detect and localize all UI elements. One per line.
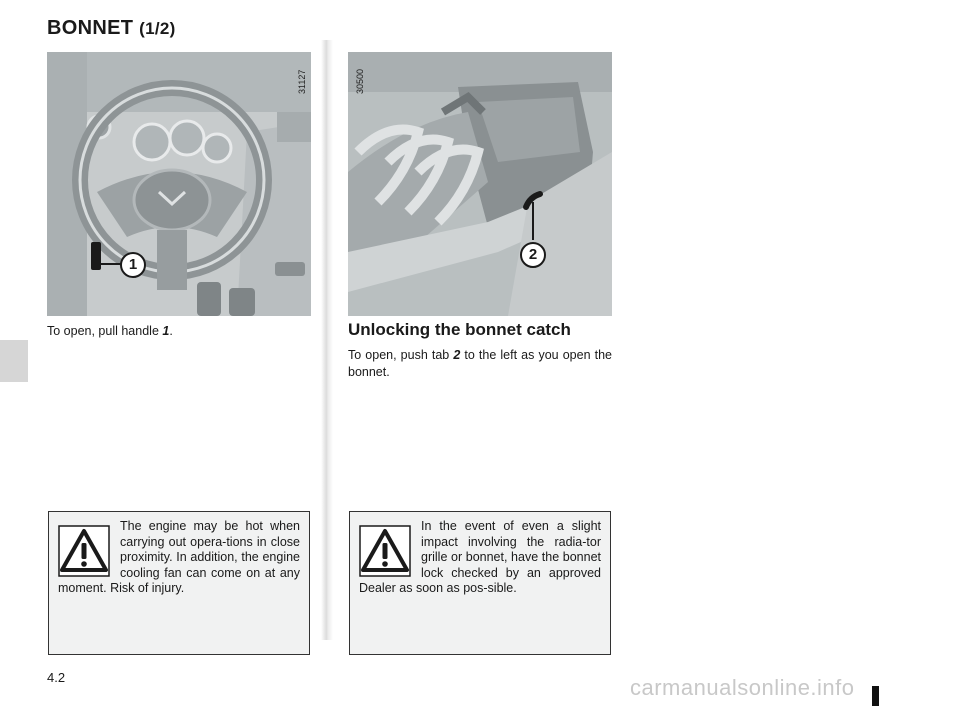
page-number: 4.2 — [47, 670, 66, 685]
page-title — [47, 17, 176, 40]
title-main: BONNET — [47, 17, 134, 39]
warning-triangle-icon — [58, 525, 110, 577]
watermark: carmanualsonline.info — [630, 675, 855, 700]
warning-text: In the event of even a slight impact involving the radia-tor grille or bonnet, have the bonnet lock checked by an approved Dealer as soon as pos-sible. — [359, 519, 601, 595]
caption-end: . — [169, 324, 173, 338]
callout-1: 1 — [120, 252, 146, 278]
warning-text: The engine may be hot when carrying out opera-tions in close proximity. In addition, the engine cooling fan can come on at any moment. Risk of injury. — [58, 519, 300, 595]
warning-triangle-icon — [359, 525, 411, 577]
section-tab-marker — [0, 340, 28, 382]
engine-bay-photo — [348, 52, 612, 316]
left-caption — [47, 324, 173, 338]
section-heading: Unlocking the bonnet catch — [348, 320, 571, 339]
para-text: To open, push tab — [348, 348, 454, 362]
callout-2: 2 — [520, 242, 546, 268]
column-divider — [321, 40, 333, 640]
para-ref: 2 — [453, 348, 461, 362]
para-text-end: to the left as you open the bonnet. — [348, 348, 613, 379]
photo-ref-code: 31127 — [297, 69, 307, 94]
page-edge-marker — [872, 686, 879, 706]
caption-text: To open, pull handle — [47, 324, 163, 338]
dashboard-photo — [47, 52, 311, 316]
caption-ref: 1 — [162, 324, 170, 338]
photo-ref-code: 30500 — [355, 68, 365, 94]
body-paragraph — [348, 347, 612, 381]
warning-box — [48, 511, 310, 655]
title-part: (1/2) — [139, 19, 176, 38]
warning-box — [349, 511, 611, 655]
